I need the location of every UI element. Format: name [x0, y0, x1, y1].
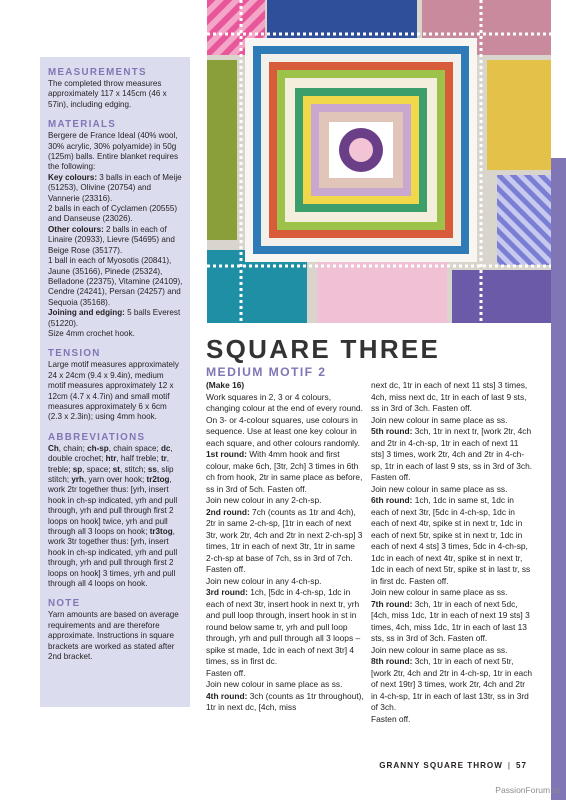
instruction-paragraph: 3rd round: 1ch, [5dc in 4-ch-sp, 1dc in each of next 3tr, insert hook in next tr, yrh and pull loop through, insert hook in st in round below same tr, yrh and pull loop through, yrh and pull through all 3 loops – spike st made, 1dc in each of next 3tr] 4 times, ss in first dc. [206, 587, 361, 666]
instruction-label: 1st round: [206, 449, 247, 459]
abbreviations-heading: ABBREVIATIONS [48, 431, 146, 443]
instruction-paragraph: Fasten off. [371, 713, 411, 724]
instruction-label: 3rd round: [206, 587, 248, 597]
tension-text: Large motif measures approximately 24 x 24cm (9.4 x 9.4in), medium motif measures approximately 12 x 12cm (4.7 x 4.7in) and small motif measures approximately 6 x 6cm (2.3 x 2.3in); using 4mm hook. [48, 360, 179, 422]
measurements-heading: MEASUREMENTS [48, 67, 147, 78]
instruction-paragraph: 4th round: 3ch (counts as 1tr throughout), 1tr in next dc, [4ch, miss [206, 690, 364, 712]
instruction-label: 4th round: [206, 690, 248, 701]
page-subtitle: MEDIUM MOTIF 2 [206, 365, 327, 379]
instruction-paragraph: 5th round: 3ch, 1tr in next tr, [work 2tr, 4ch and 2tr in 4-ch-sp, 1tr in each of next 11 sts] 3 times, work 2tr, 4ch and 2tr in 4-ch-sp, 1tr in each of last 9 sts, ss in 3rd of 3ch. Fasten off. [371, 426, 533, 482]
materials-heading: MATERIALS [48, 119, 117, 131]
page-title: SQUARE THREE [206, 334, 441, 364]
info-sidebar [40, 57, 190, 707]
instruction-paragraph: Join new colour in any 4-ch-sp. [206, 575, 322, 586]
note-heading: NOTE [48, 598, 81, 610]
abbreviations-text: Ch, chain; ch-sp, chain space; dc, double crochet; htr, half treble; tr, treble; sp, space; st, stitch; ss, slip stitch; yrh, yarn over hook; tr2tog, work 2tr together thus: [yrh, insert hook in ch-sp indicated, yrh and pull through, yrh and pull through first 2 loops on hook] twice, yrh and pull through all 3 loops on hook; tr3tog, work 3tr together thus: [yrh, insert hook in ch-sp indicated, yrh and pull through, yrh and pull through first 2 loops on hook] 3 times, yrh and pull through all 4 loops on hook. [48, 443, 178, 589]
instruction-paragraph: 1st round: With 4mm hook and first colour, make 6ch, [3tr, 2ch] 3 times in 6th ch from hook, 2tr in same place as before, ss in 3rd of 5ch. Fasten off. [206, 449, 363, 494]
instruction-paragraph: 7th round: 3ch, 1tr in each of next 5dc, [4ch, miss 1dc, 1tr in each of next 19 sts] 3 times, 4ch, miss 1dc, 1tr in each of last 13 sts, ss in 3rd of 3ch. Fasten off. [371, 598, 530, 643]
watermark: PassionForum.ru [495, 785, 560, 795]
instruction-paragraph: Join new colour in any 2-ch-sp. [206, 495, 322, 505]
instruction-paragraph: next dc, 1tr in each of next 11 sts] 3 times, 4ch, miss next dc, 1tr in each of last 9 sts, ss in 3rd of 3ch. Fasten off. [371, 380, 528, 413]
instruction-paragraph: Join new colour in same place as ss. [371, 587, 508, 597]
measurements-text: The completed throw measures approximately 117 x 145cm (46 x 57in), including edging. [48, 79, 167, 109]
instruction-paragraph: Join new colour in same place as ss. [371, 644, 508, 655]
instruction-label: 6th round: [371, 495, 413, 505]
instruction-label: (Make 16) [206, 380, 245, 390]
instruction-paragraph: Join new colour in same place as ss. [371, 414, 508, 425]
footer-separator: | [507, 761, 511, 770]
instructions-column-2 [371, 380, 533, 725]
edge-tab [551, 158, 566, 800]
instruction-label: 7th round: [371, 598, 413, 609]
instruction-paragraph: Work squares in 2, 3 or 4 colours, changing colour at the end of every round. On 3- or 4-colour squares, use colours in sequence. Use at least one key colour in each square, and other colours randomly. [206, 391, 363, 448]
instruction-paragraph: Fasten off. [206, 667, 246, 678]
instruction-label: 5th round: [371, 426, 413, 436]
page-number: 57 [515, 761, 527, 770]
instruction-paragraph [206, 380, 364, 392]
materials-text: Bergere de France Ideal (40% wool, 30% acrylic, 30% polyamide) in 50g (125m) balls. Entire blanket requires the following: Key colours: 3 balls in each of Meije (51253), Olivine (20754) and Vannerie (23316). 2 balls in each of Cyclamen (20555) and Danseuse (23026). Other colours: 2 balls in each of Linaire (20933), Lievre (54695) and Beige Rose (35177). 1 ball in each of Myosotis (20841), Jaune (35166), Pinede (25324), Belladone (22375), Vitamine (24109), Cendre (24241), Persan (24257) and Sequoia (35168). Joining and edging: 5 balls Everest (51220). Size 4mm crochet hook. [48, 131, 183, 338]
note-text: Yarn amounts are based on average requirements and are therefore approximate. Instructions in square brackets are worked as stated after 2nd bracket. [48, 610, 179, 662]
instruction-label: 2nd round: [206, 506, 250, 517]
page-footer [379, 761, 527, 770]
footer-section: GRANNY SQUARE THROW [379, 761, 503, 770]
instruction-paragraph: Join new colour in same place as ss. [206, 679, 343, 689]
instruction-paragraph: 8th round: 3ch, 1tr in each of next 5tr, [work 2tr, 4ch and 2tr in 4-ch-sp, 1tr in each of next 19tr] 3 times, work 2tr, 4ch and 2tr in 4-ch-sp, 1tr in each of last 13tr, ss in 3rd of 3ch. [371, 656, 533, 712]
tension-heading: TENSION [48, 348, 101, 360]
instruction-paragraph: 2nd round: 7ch (counts as 1tr and 4ch), 2tr in same 2-ch-sp, [1tr in each of next 3tr, work 2tr, 4ch and 2tr in next 2-ch-sp] 3 times, 1tr in each of next 3tr, 1tr in same 2-ch-sp at base of 7ch, ss in 3rd of 7ch. Fasten off. [206, 506, 363, 574]
crochet-throw-photo [207, 0, 551, 323]
instruction-paragraph: Join new colour in same place as ss. [371, 483, 508, 494]
instructions-column-1 [206, 380, 364, 714]
instruction-label: 8th round: [371, 656, 413, 666]
instruction-paragraph: 6th round: 1ch, 1dc in same st, 1dc in each of next 3tr, [5dc in 4-ch-sp, 1dc in each of next 4tr, spike st in next tr, 1dc in each of next 5tr, spike st in next tr, 1dc in each of next 4 sts] 3 times, 5dc in 4-ch-sp, 1dc in each of next 4tr, spike st in next tr, 1dc in each of next 5tr, spike st in last tr, ss in first dc. Fasten off. [371, 495, 531, 586]
